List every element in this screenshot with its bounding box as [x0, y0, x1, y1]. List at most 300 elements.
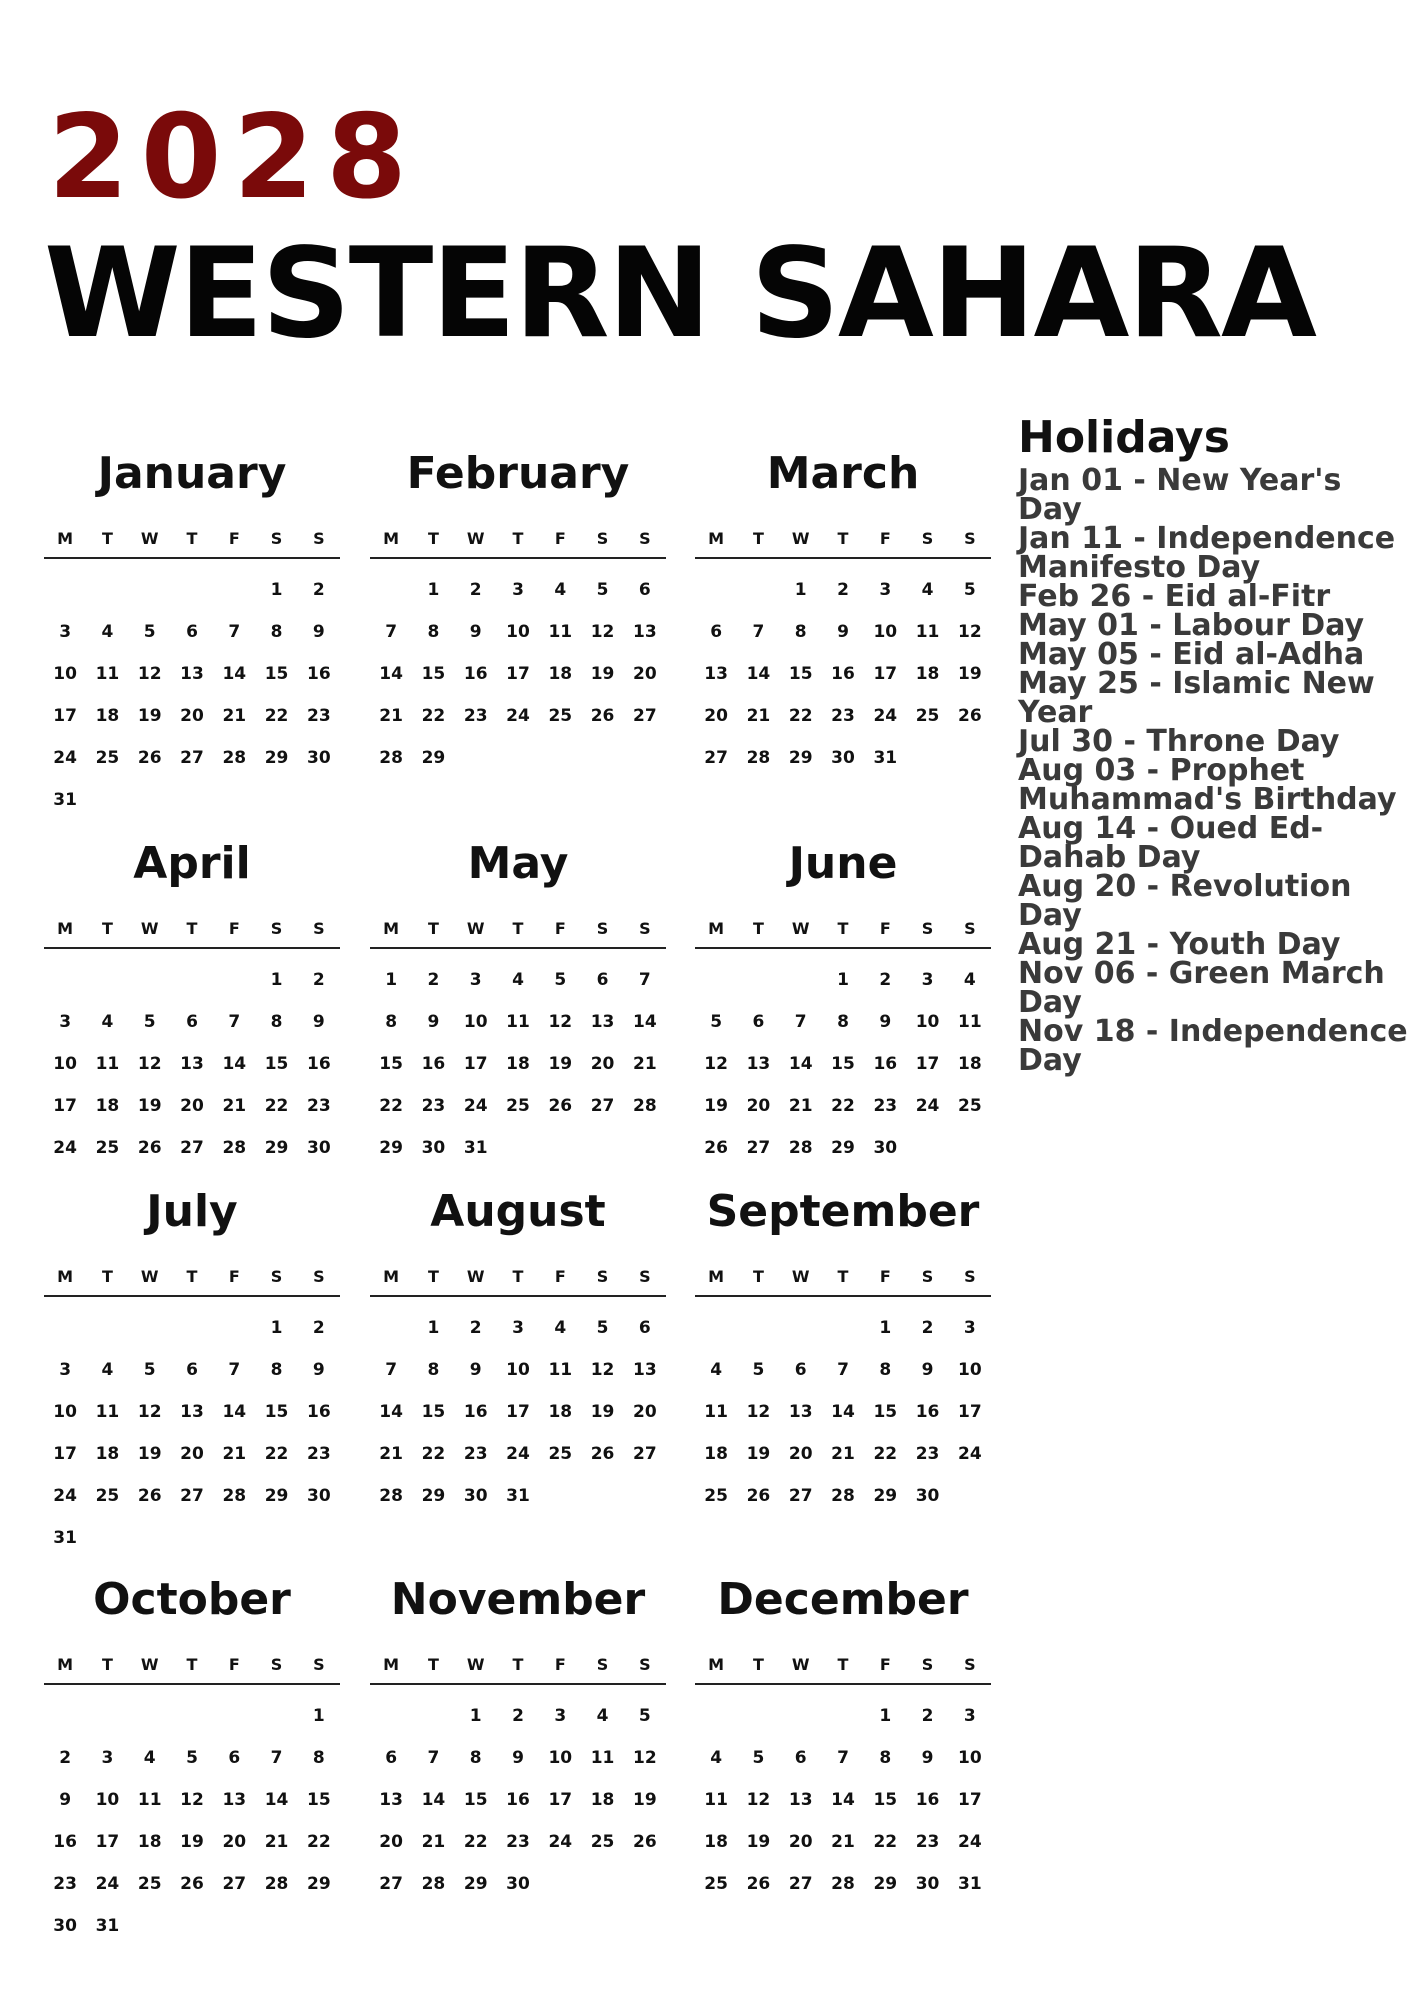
day-cell: 28: [831, 1874, 855, 1894]
month-june: [695, 838, 991, 1169]
day-cell: 11: [506, 1012, 530, 1032]
day-cell: 3: [554, 1706, 567, 1726]
day-cell: 22: [463, 1832, 488, 1852]
day-cell: 2: [312, 580, 325, 600]
day-cell: 29: [873, 1874, 898, 1894]
day-cell: 26: [548, 1096, 573, 1116]
day-cell: 9: [837, 622, 849, 642]
day-cell: 16: [307, 1054, 331, 1074]
day-cell: 14: [633, 1012, 657, 1032]
day-cell: 16: [873, 1054, 898, 1074]
day-cell: 29: [264, 1486, 289, 1506]
weekday-label: T: [512, 919, 524, 938]
day-cell: 23: [831, 706, 855, 726]
day-cell: 29: [264, 748, 289, 768]
day-cell: 10: [463, 1012, 488, 1032]
day-cell: 4: [554, 1318, 567, 1338]
holiday-item: May 01 - Labour Day: [1018, 608, 1365, 643]
day-cell: 6: [794, 1360, 807, 1380]
day-cell: 17: [873, 664, 898, 684]
day-cell: 23: [506, 1832, 530, 1852]
holiday-item: Aug 20 - Revolution Day: [1018, 869, 1352, 933]
day-cell: 27: [180, 1486, 204, 1506]
day-cell: 26: [633, 1832, 657, 1852]
day-cell: 10: [53, 1402, 77, 1422]
day-cell: 27: [788, 1874, 813, 1894]
day-cell: 5: [963, 580, 976, 600]
day-cell: 5: [710, 1012, 723, 1032]
day-cell: 15: [873, 1790, 898, 1810]
day-cell: 20: [788, 1444, 813, 1464]
day-cell: 27: [180, 1138, 204, 1158]
weekday-label: M: [57, 1267, 74, 1286]
day-cell: 30: [506, 1874, 530, 1894]
day-grid: [695, 959, 991, 1169]
weekday-label: S: [270, 919, 283, 938]
day-cell: 21: [831, 1444, 855, 1464]
weekday-label: W: [791, 1655, 810, 1674]
day-cell: 23: [463, 1444, 488, 1464]
weekday-header: [370, 1268, 666, 1297]
day-cell: 12: [704, 1054, 728, 1074]
weekday-header: [44, 1268, 340, 1297]
day-cell: 29: [421, 748, 446, 768]
day-cell: 13: [788, 1402, 813, 1422]
day-cell: 25: [137, 1874, 162, 1894]
day-cell: 9: [312, 622, 325, 642]
day-cell: 2: [879, 970, 892, 990]
weekday-label: M: [708, 529, 725, 548]
weekday-label: T: [427, 1267, 439, 1286]
day-cell: 24: [958, 1444, 982, 1464]
day-cell: 18: [95, 1444, 120, 1464]
day-cell: 20: [746, 1096, 771, 1116]
day-cell: 25: [95, 748, 120, 768]
day-cell: 14: [379, 664, 403, 684]
day-cell: 12: [137, 1402, 162, 1422]
month-name: November: [390, 1574, 646, 1625]
weekday-label: S: [921, 1655, 934, 1674]
weekday-label: F: [554, 919, 566, 938]
day-cell: 24: [548, 1832, 573, 1852]
day-cell: 17: [95, 1832, 120, 1852]
day-cell: 7: [837, 1360, 849, 1380]
day-cell: 4: [101, 1012, 114, 1032]
day-cell: 30: [421, 1138, 446, 1158]
day-cell: 16: [463, 1402, 488, 1422]
day-cell: 7: [385, 622, 398, 642]
day-cell: 1: [879, 1318, 892, 1338]
day-cell: 18: [95, 706, 120, 726]
weekday-header: [44, 920, 340, 949]
day-cell: 17: [506, 1402, 530, 1422]
day-cell: 20: [788, 1832, 813, 1852]
day-cell: 11: [590, 1748, 615, 1768]
weekday-label: M: [383, 1655, 400, 1674]
day-cell: 6: [638, 580, 651, 600]
day-cell: 24: [53, 748, 77, 768]
day-cell: 15: [831, 1054, 855, 1074]
day-cell: 20: [180, 1096, 204, 1116]
holiday-item: Jan 01 - New Year's Day: [1018, 463, 1342, 527]
month-october: [44, 1574, 340, 1947]
day-cell: 10: [915, 1012, 940, 1032]
day-cell: 19: [590, 664, 615, 684]
day-cell: 29: [463, 1874, 488, 1894]
day-cell: 24: [53, 1486, 77, 1506]
day-cell: 14: [222, 1054, 247, 1074]
weekday-label: W: [140, 529, 159, 548]
weekday-header: [370, 920, 666, 949]
weekday-label: T: [512, 529, 524, 548]
weekday-label: W: [140, 1655, 159, 1674]
weekday-label: S: [313, 529, 325, 548]
day-grid: [370, 1307, 666, 1517]
day-cell: 17: [506, 664, 530, 684]
day-cell: 13: [788, 1790, 813, 1810]
day-cell: 20: [222, 1832, 247, 1852]
holiday-item: Aug 14 - Oued Ed-Dahab Day: [1018, 811, 1324, 875]
day-cell: 23: [915, 1832, 940, 1852]
day-cell: 28: [831, 1486, 855, 1506]
weekday-label: T: [186, 1267, 198, 1286]
weekday-label: T: [752, 1655, 764, 1674]
day-cell: 8: [469, 1748, 482, 1768]
day-cell: 4: [512, 970, 524, 990]
day-cell: 16: [463, 664, 488, 684]
day-grid: [370, 1695, 666, 1905]
day-cell: 26: [137, 748, 162, 768]
day-cell: 14: [746, 664, 771, 684]
day-cell: 17: [53, 1096, 77, 1116]
day-cell: 20: [704, 706, 728, 726]
day-cell: 9: [879, 1012, 892, 1032]
day-cell: 15: [788, 664, 813, 684]
day-cell: 27: [704, 748, 728, 768]
month-august: [370, 1186, 666, 1517]
day-cell: 25: [704, 1874, 728, 1894]
weekday-label: M: [383, 1267, 400, 1286]
day-cell: 10: [873, 622, 898, 642]
day-cell: 8: [270, 1360, 283, 1380]
weekday-label: T: [427, 919, 439, 938]
day-cell: 2: [469, 580, 482, 600]
day-cell: 6: [186, 622, 198, 642]
month-name: March: [766, 448, 920, 499]
day-cell: 14: [788, 1054, 813, 1074]
day-cell: 2: [59, 1748, 72, 1768]
weekday-label: W: [140, 1267, 159, 1286]
month-april: [44, 838, 340, 1169]
day-cell: 28: [264, 1874, 289, 1894]
day-cell: 2: [469, 1318, 482, 1338]
day-cell: 19: [746, 1444, 771, 1464]
weekday-label: M: [383, 919, 400, 938]
day-cell: 12: [137, 664, 162, 684]
day-cell: 1: [427, 1318, 440, 1338]
day-cell: 25: [548, 706, 573, 726]
day-cell: 11: [958, 1012, 982, 1032]
day-cell: 14: [264, 1790, 289, 1810]
weekday-label: T: [512, 1267, 524, 1286]
day-cell: 19: [633, 1790, 657, 1810]
weekday-label: S: [964, 529, 976, 548]
day-cell: 5: [752, 1360, 765, 1380]
day-cell: 18: [915, 664, 940, 684]
month-name: August: [430, 1186, 606, 1237]
day-cell: 1: [794, 580, 807, 600]
day-cell: 16: [915, 1790, 940, 1810]
day-cell: 21: [222, 1444, 247, 1464]
weekday-label: F: [879, 529, 891, 548]
day-cell: 9: [469, 1360, 482, 1380]
weekday-label: F: [879, 1267, 891, 1286]
day-cell: 11: [137, 1790, 162, 1810]
weekday-header: [44, 530, 340, 559]
day-cell: 8: [427, 1360, 440, 1380]
day-cell: 27: [788, 1486, 813, 1506]
day-cell: 19: [958, 664, 982, 684]
day-cell: 2: [512, 1706, 524, 1726]
weekday-label: F: [228, 1655, 240, 1674]
calendar-year: 2028: [48, 90, 419, 225]
weekday-label: S: [639, 529, 651, 548]
day-cell: 26: [746, 1486, 771, 1506]
day-cell: 12: [137, 1054, 162, 1074]
weekday-label: W: [791, 919, 810, 938]
day-cell: 9: [512, 1748, 524, 1768]
day-cell: 6: [186, 1012, 198, 1032]
day-cell: 5: [554, 970, 567, 990]
weekday-label: S: [596, 1267, 609, 1286]
day-cell: 16: [307, 664, 331, 684]
day-cell: 5: [752, 1748, 765, 1768]
day-cell: 17: [958, 1790, 982, 1810]
day-cell: 26: [590, 706, 615, 726]
holiday-list: [1018, 463, 1408, 1078]
day-cell: 17: [548, 1790, 573, 1810]
day-cell: 8: [427, 622, 440, 642]
day-cell: 28: [633, 1096, 657, 1116]
day-cell: 9: [427, 1012, 440, 1032]
weekday-label: S: [964, 1655, 976, 1674]
day-cell: 5: [638, 1706, 651, 1726]
holiday-item: Jul 30 - Throne Day: [1018, 724, 1340, 759]
day-cell: 11: [548, 622, 573, 642]
day-cell: 8: [837, 1012, 849, 1032]
day-cell: 17: [463, 1054, 488, 1074]
day-cell: 19: [548, 1054, 573, 1074]
weekday-label: W: [466, 1267, 485, 1286]
day-cell: 27: [746, 1138, 771, 1158]
weekday-label: W: [466, 919, 485, 938]
month-november: [370, 1574, 666, 1905]
day-cell: 19: [704, 1096, 728, 1116]
weekday-label: T: [837, 529, 849, 548]
day-cell: 24: [506, 706, 530, 726]
day-grid: [44, 1307, 340, 1559]
day-grid: [370, 569, 666, 779]
day-cell: 21: [421, 1832, 446, 1852]
weekday-label: M: [57, 1655, 74, 1674]
day-cell: 14: [222, 664, 247, 684]
day-cell: 28: [379, 1486, 403, 1506]
day-cell: 9: [59, 1790, 72, 1810]
weekday-label: M: [383, 529, 400, 548]
day-cell: 29: [307, 1874, 331, 1894]
day-cell: 6: [186, 1360, 198, 1380]
day-cell: 3: [963, 1706, 976, 1726]
day-cell: 3: [101, 1748, 114, 1768]
day-cell: 13: [180, 664, 204, 684]
day-cell: 2: [312, 1318, 325, 1338]
day-cell: 29: [788, 748, 813, 768]
weekday-label: T: [427, 529, 439, 548]
day-cell: 18: [506, 1054, 530, 1074]
month-december: [695, 1574, 991, 1905]
day-cell: 5: [143, 1360, 156, 1380]
day-cell: 18: [704, 1832, 728, 1852]
day-cell: 31: [506, 1486, 530, 1506]
day-cell: 3: [59, 1012, 72, 1032]
weekday-label: M: [57, 919, 74, 938]
day-cell: 22: [264, 1096, 289, 1116]
day-cell: 7: [228, 622, 241, 642]
month-january: [44, 448, 340, 821]
weekday-label: S: [313, 1267, 325, 1286]
day-cell: 10: [95, 1790, 120, 1810]
day-cell: 4: [101, 1360, 114, 1380]
day-cell: 18: [548, 1402, 573, 1422]
day-cell: 10: [958, 1360, 982, 1380]
day-cell: 3: [512, 580, 524, 600]
day-cell: 8: [270, 622, 283, 642]
day-cell: 7: [427, 1748, 440, 1768]
day-cell: 12: [958, 622, 982, 642]
day-cell: 22: [831, 1096, 855, 1116]
day-cell: 6: [385, 1748, 398, 1768]
day-cell: 9: [921, 1360, 934, 1380]
day-cell: 23: [873, 1096, 898, 1116]
day-cell: 19: [137, 1096, 162, 1116]
day-cell: 28: [421, 1874, 446, 1894]
day-cell: 22: [873, 1832, 898, 1852]
day-cell: 13: [590, 1012, 615, 1032]
day-cell: 22: [421, 1444, 446, 1464]
day-cell: 24: [463, 1096, 488, 1116]
day-cell: 6: [710, 622, 723, 642]
weekday-label: S: [596, 919, 609, 938]
day-cell: 26: [137, 1138, 162, 1158]
month-name: February: [406, 448, 630, 499]
month-july: [44, 1186, 340, 1559]
day-cell: 23: [463, 706, 488, 726]
day-cell: 25: [95, 1486, 120, 1506]
day-cell: 4: [101, 622, 114, 642]
month-name: July: [146, 1186, 238, 1237]
day-cell: 12: [590, 622, 615, 642]
month-name: May: [467, 838, 569, 889]
day-cell: 19: [746, 1832, 771, 1852]
day-cell: 8: [270, 1012, 283, 1032]
month-february: [370, 448, 666, 779]
day-cell: 19: [137, 1444, 162, 1464]
weekday-label: F: [554, 1655, 566, 1674]
month-name: September: [706, 1186, 980, 1237]
day-cell: 2: [312, 970, 325, 990]
day-cell: 16: [915, 1402, 940, 1422]
day-cell: 13: [746, 1054, 771, 1074]
day-cell: 26: [137, 1486, 162, 1506]
weekday-header: [695, 1656, 991, 1685]
day-cell: 12: [633, 1748, 657, 1768]
weekday-label: S: [596, 529, 609, 548]
day-cell: 5: [186, 1748, 198, 1768]
day-cell: 21: [831, 1832, 855, 1852]
day-cell: 2: [921, 1706, 934, 1726]
day-cell: 26: [590, 1444, 615, 1464]
day-cell: 23: [307, 1444, 331, 1464]
day-cell: 15: [379, 1054, 403, 1074]
weekday-label: T: [837, 919, 849, 938]
weekday-label: T: [752, 529, 764, 548]
day-cell: 10: [958, 1748, 982, 1768]
day-cell: 7: [752, 622, 765, 642]
day-cell: 11: [95, 1402, 120, 1422]
weekday-label: T: [752, 919, 764, 938]
day-cell: 1: [270, 1318, 283, 1338]
day-cell: 2: [837, 580, 849, 600]
month-name: January: [97, 448, 287, 499]
day-cell: 13: [633, 622, 657, 642]
day-cell: 27: [180, 748, 204, 768]
day-cell: 17: [53, 1444, 77, 1464]
holiday-item: Jan 11 - Independence Manifesto Day: [1018, 521, 1396, 585]
weekday-label: S: [313, 1655, 325, 1674]
day-cell: 18: [958, 1054, 982, 1074]
day-cell: 27: [222, 1874, 247, 1894]
day-grid: [44, 1695, 340, 1947]
day-grid: [695, 1307, 991, 1517]
weekday-label: M: [708, 919, 725, 938]
weekday-label: T: [837, 1267, 849, 1286]
holiday-item: May 25 - Islamic New Year: [1018, 666, 1375, 730]
holiday-item: Aug 21 - Youth Day: [1018, 927, 1341, 962]
weekday-label: T: [512, 1655, 524, 1674]
day-cell: 28: [746, 748, 771, 768]
day-cell: 23: [307, 1096, 331, 1116]
day-cell: 27: [379, 1874, 403, 1894]
weekday-label: S: [270, 529, 283, 548]
weekday-label: F: [554, 529, 566, 548]
day-cell: 30: [831, 748, 855, 768]
day-cell: 7: [837, 1748, 849, 1768]
weekday-label: S: [921, 1267, 934, 1286]
day-cell: 13: [633, 1360, 657, 1380]
weekday-label: T: [101, 919, 113, 938]
weekday-label: W: [466, 529, 485, 548]
day-cell: 3: [879, 580, 892, 600]
day-cell: 30: [307, 748, 331, 768]
weekday-label: T: [186, 1655, 198, 1674]
day-cell: 30: [307, 1138, 331, 1158]
day-cell: 19: [180, 1832, 204, 1852]
day-cell: 24: [958, 1832, 982, 1852]
day-cell: 22: [421, 706, 446, 726]
day-cell: 1: [427, 580, 440, 600]
month-name: April: [133, 838, 251, 889]
day-cell: 3: [921, 970, 934, 990]
